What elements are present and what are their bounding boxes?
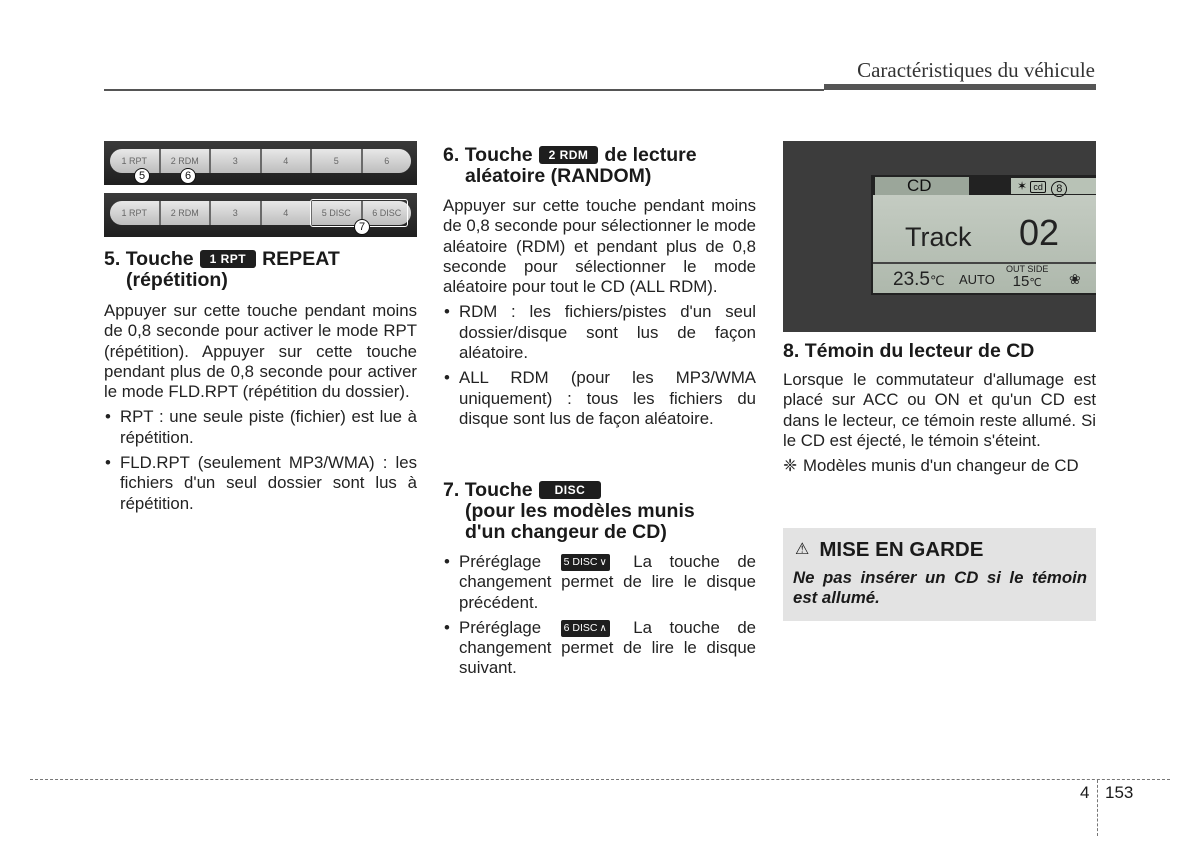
page-number: 153: [1105, 783, 1134, 802]
lcd-divider: [873, 262, 1096, 264]
footer-rule: [30, 779, 1170, 780]
preset-button: 5: [312, 149, 361, 173]
running-header: Caractéristiques du véhicule: [857, 58, 1095, 82]
climate-auto-label: AUTO: [959, 272, 995, 287]
section-5-heading: 5. Touche 1 RPT REPEAT (répétition): [104, 248, 340, 291]
warning-title: ⚠ MISE EN GARDE: [795, 538, 984, 561]
cd-display-image: [783, 141, 1096, 332]
list-item: • Préréglage 5 DISC ∨ La touche de changement permet de lire le disque précédent.: [443, 552, 756, 613]
disc-down-key-icon: 5 DISC ∨: [561, 554, 610, 571]
cd-mode-label: CD: [875, 177, 969, 195]
section-8: [783, 341, 1096, 476]
chevron-down-icon: ∨: [599, 557, 607, 568]
section-6: [443, 145, 756, 434]
preset-button: 4: [262, 149, 311, 173]
list-item: • FLD.RPT (seulement MP3/WMA) : les fichiers d'un seul dossier sont lus à répétition.: [104, 453, 417, 514]
list-item: • RDM : les fichiers/pistes d'un seul dossier/disque sont lus de façon aléatoire.: [443, 302, 756, 363]
callout-8: 8: [1051, 181, 1067, 197]
disc-key-icon: DISC: [539, 481, 602, 499]
section-6-heading: 6. Touche 2 RDM de lecture aléatoire (RANDOM): [443, 144, 697, 187]
header-rule: [104, 89, 824, 91]
header-rule-thick: [824, 84, 1096, 90]
preset-button: 1 RPT: [110, 149, 159, 173]
track-label: Track: [905, 222, 972, 252]
section-6-body: Appuyer sur cette touche pendant moins de 0,8 seconde pour sélectionner le mode aléatoire (RDM) et pendant plus de 0,8 seconde pour sélectionner le mode aléatoire pour tout le CD (ALL RDM).: [443, 196, 756, 297]
preset-button: 2 RDM: [161, 201, 210, 225]
section-8-body: Lorsque le commutateur d'allumage est placé sur ACC ou ON et qu'un CD est dans le lecteur, ce témoin reste allumé. Si le CD est éjecté, le témoin s'éteint.: [783, 370, 1096, 450]
preset-button: 5 DISC: [312, 201, 361, 225]
note-mark-icon: ❈: [783, 456, 798, 476]
preset-button: 1 RPT: [110, 201, 159, 225]
section-8-note: ❈ Modèles munis d'un changeur de CD: [783, 456, 1079, 476]
section-7-heading: 7. Touche DISC (pour les modèles munis d'un changeur de CD): [443, 479, 695, 543]
section-7-bullets: [443, 552, 756, 679]
preset-buttons-image-bottom: [104, 193, 417, 237]
lcd-screen: [871, 175, 1096, 295]
preset-button: 3: [211, 201, 260, 225]
preset-buttons-image-top: [104, 141, 417, 185]
preset-button: 6: [363, 149, 412, 173]
callout-7: 7: [354, 219, 370, 235]
section-5: [104, 249, 417, 519]
callout-5: 5: [134, 168, 150, 184]
rdm-key-icon: 2 RDM: [539, 146, 599, 164]
preset-button: 6 DISC: [363, 201, 412, 225]
bluetooth-icon: ✶: [1017, 179, 1028, 193]
preset-button: 3: [211, 149, 260, 173]
cd-indicator-icon: cd: [1030, 181, 1046, 193]
warning-body: Ne pas insérer un CD si le témoin est allumé.: [793, 568, 1087, 608]
outside-temperature: OUT SIDE 15℃: [1006, 264, 1049, 290]
track-number: 02: [1019, 212, 1060, 253]
chevron-up-icon: ∧: [599, 622, 607, 634]
warning-triangle-icon: ⚠: [795, 541, 810, 558]
section-6-bullets: [443, 302, 756, 429]
section-7: [443, 480, 756, 684]
preset-button: 4: [262, 201, 311, 225]
chapter-number: 4: [1080, 783, 1090, 802]
section-8-heading: 8. Témoin du lecteur de CD: [783, 340, 1035, 362]
callout-6: 6: [180, 168, 196, 184]
list-item: • ALL RDM (pour les MP3/WMA uniquement) : tous les fichiers du disque sont lus de façon aléatoire.: [443, 368, 756, 429]
disc-up-key-icon: 6 DISC ∧: [561, 620, 610, 637]
section-5-body: Appuyer sur cette touche pendant moins de 0,8 seconde pour activer le mode RPT (répétition). Appuyer sur cette touche pendant plus de 0,8 seconde pour activer le mode FLD.RPT (répétition du dossier).: [104, 301, 417, 402]
list-item: • Préréglage 6 DISC ∧ La touche de changement permet de lire le disque suivant.: [443, 618, 756, 679]
warning-box: [783, 528, 1096, 621]
fan-icon: ❀: [1069, 271, 1081, 287]
cabin-temperature: 23.5℃: [893, 269, 945, 290]
section-5-bullets: [104, 407, 417, 513]
rpt-key-icon: 1 RPT: [200, 250, 257, 268]
status-icons: [1011, 178, 1096, 194]
list-item: • RPT : une seule piste (fichier) est lue à répétition.: [104, 407, 417, 448]
preset-button: 2 RDM: [161, 149, 210, 173]
footer-vertical-rule: [1097, 780, 1098, 836]
